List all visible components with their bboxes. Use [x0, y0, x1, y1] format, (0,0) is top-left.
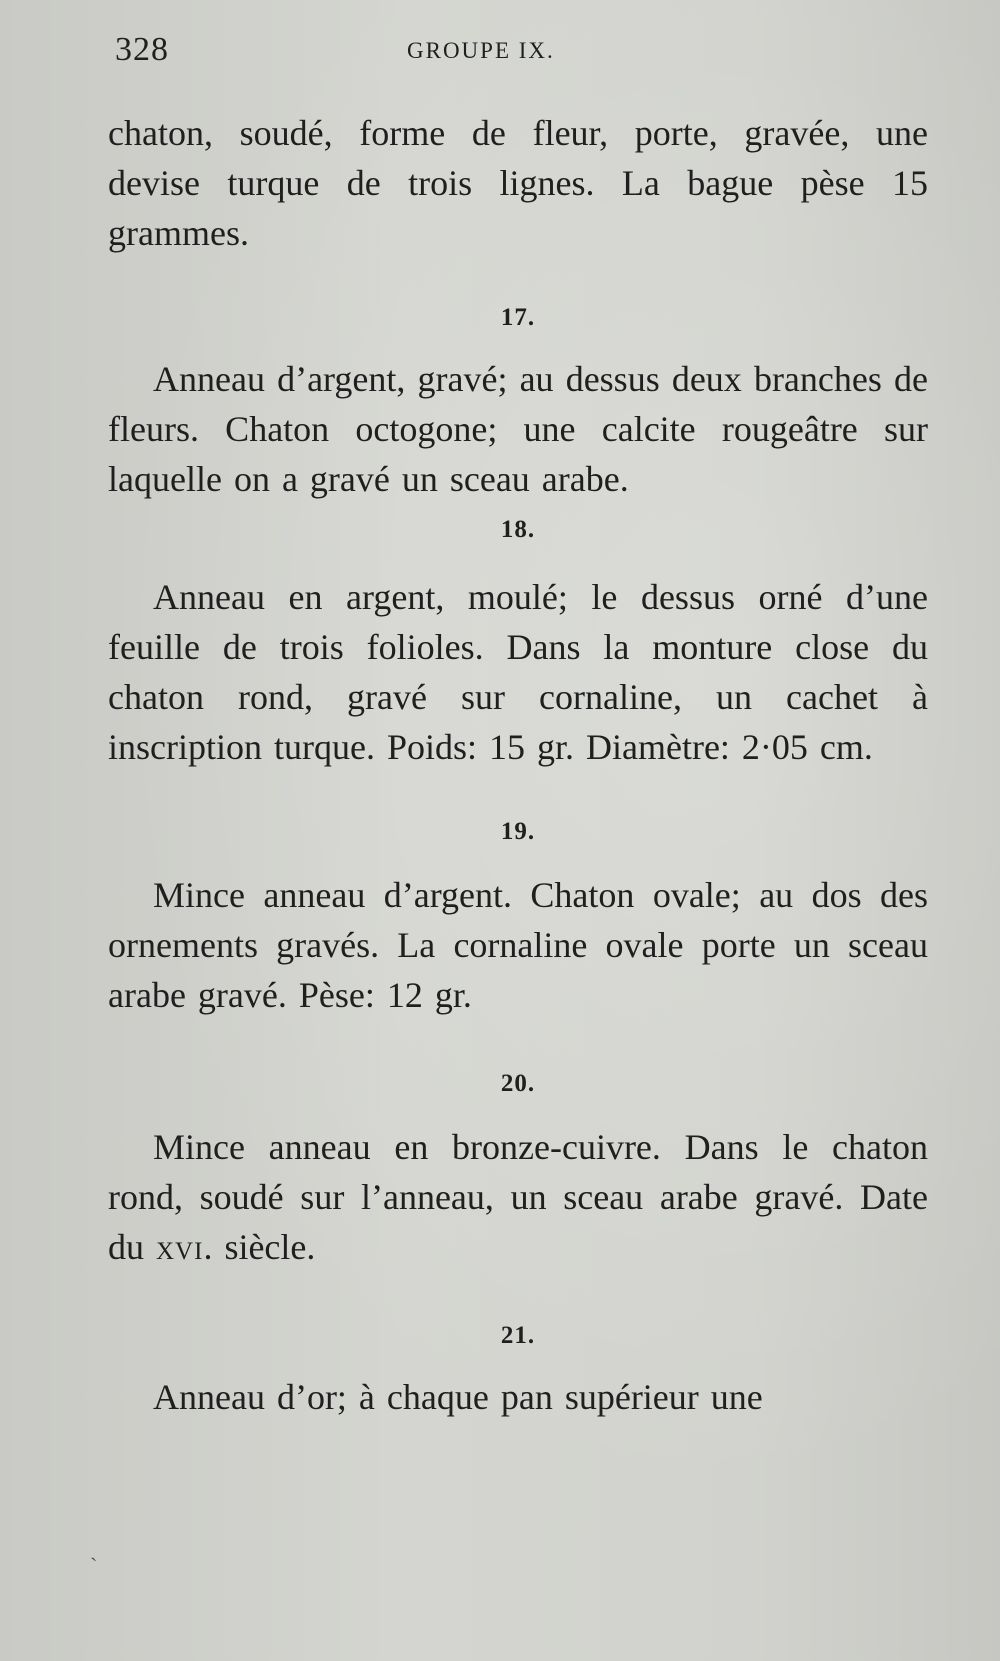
running-head: GROUPE IX. — [407, 38, 555, 63]
entry-number-18: 18. — [500, 516, 536, 543]
entry-number-17: 17. — [500, 304, 536, 331]
entry-21-text: Anneau d’or; à chaque pan supérieur une — [153, 1377, 763, 1417]
entry-20-text-before: Mince anneau en bronze-cuivre. Dans le chaton rond, soudé sur l’anneau, un sceau arabe gravé. Date du — [108, 1127, 928, 1267]
continuation-paragraph: chaton, soudé, forme de fleur, porte, gravée, une devise turque de trois lignes. La bague pèse 15 grammes. — [108, 113, 928, 253]
entry-number-20: 20. — [500, 1070, 536, 1097]
entry-number-21: 21. — [500, 1322, 536, 1349]
page-header — [115, 30, 935, 70]
entry-20-text — [108, 1122, 928, 1272]
entry-19-text: Mince anneau d’argent. Chaton ovale; au dos des ornements gravés. La cornaline ovale porte un sceau arabe gravé. Pèse: 12 gr. — [108, 875, 928, 1015]
century-numeral: xvi — [156, 1227, 204, 1267]
page-number: 328 — [115, 31, 169, 68]
entry-18-text: Anneau en argent, moulé; le dessus orné d’une feuille de trois folioles. Dans la monture close du chaton rond, gravé sur cornaline, un cachet à inscription turque. Poids: 15 gr. Diamètre: 2·05 cm. — [108, 577, 928, 767]
stray-mark-icon: ˎ — [90, 1536, 98, 1561]
entry-20-text-after: . siècle. — [203, 1227, 316, 1267]
page-body — [108, 108, 928, 1422]
entry-number-19: 19. — [500, 818, 536, 845]
entry-17-text: Anneau d’argent, gravé; au dessus deux branches de fleurs. Chaton octogone; une calcite rougeâtre sur laquelle on a gravé un sceau arabe. — [108, 359, 928, 499]
